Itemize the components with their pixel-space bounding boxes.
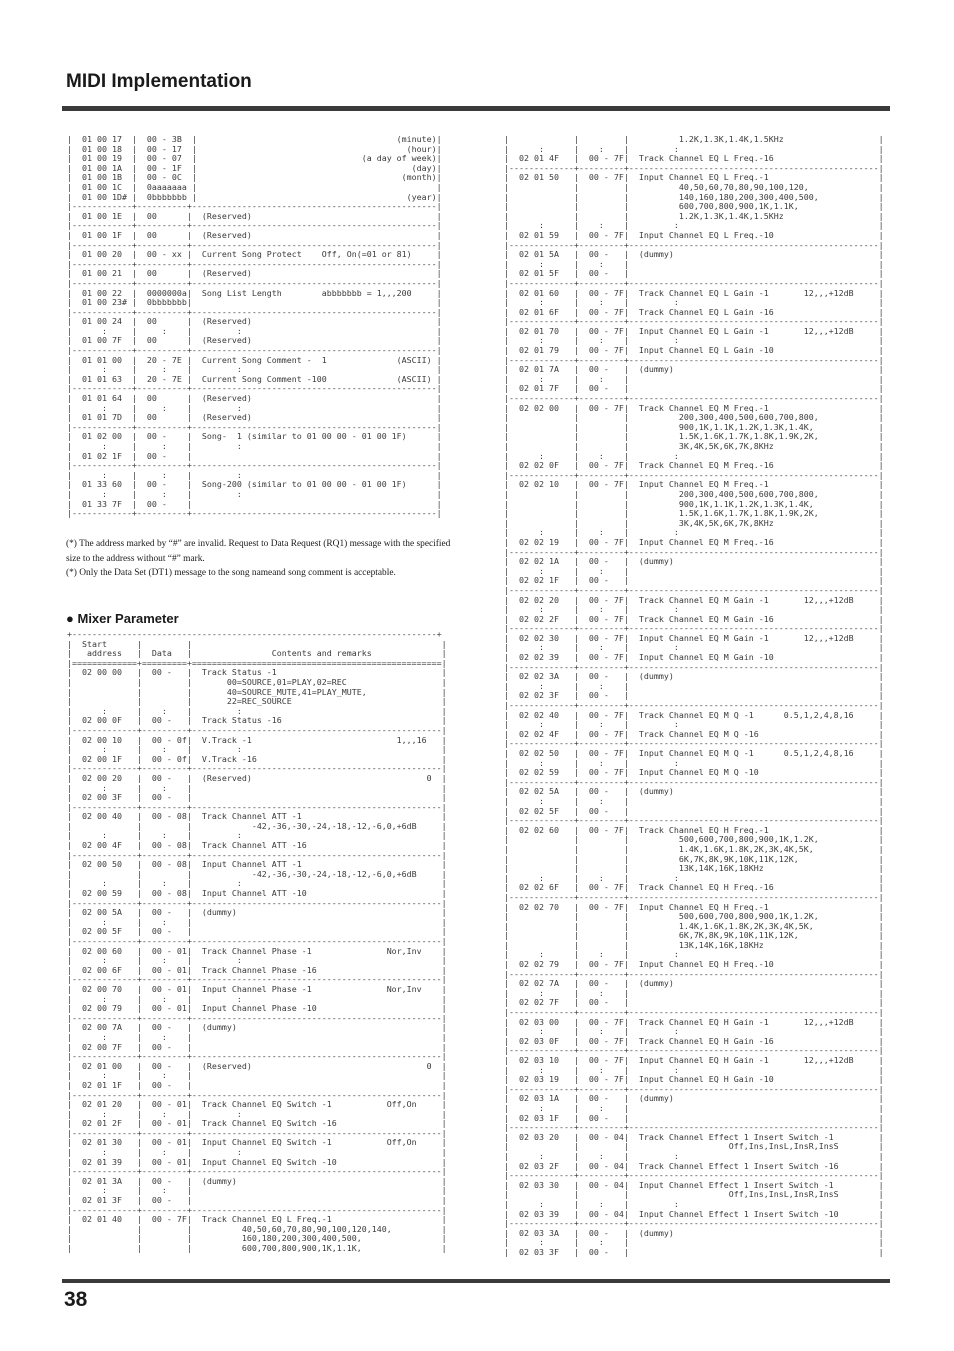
mixer-parameter-table-left: +-------------------------------------------------------------------------+ | Start | | | | address | Data | Contents and remarks | |=============+=========+==================================================| | 02 00 00 | 00 - | Track Status -1 | | | | 00=SOURCE,01=PLAY,02=REC | | | | 40=SOURCE_MUTE,41=PLAY_MUTE, | | | | 22=REC_SOURCE | | : | : | : | | 02 00 0F | 00 - | Track Status -16 | |-------------+---------+--------------------------------------------------| | 02 00 10 | 00 - 0f| V.Track -1 1,,,16 | | : | : | : | | 02 00 1F | 00 - 0f| V.Track -16 | |-------------+---------+--------------------------------------------------| | 02 00 20 | 00 - | (Reserved) 0 | | : | : | | | 02 00 3F | 00 - | | |-------------+---------+--------------------------------------------------| | 02 00 40 | 00 - 08| Track Channel ATT -1 | | | | -42,-36,-30,-24,-18,-12,-6,0,+6dB | | : | : | : | | 02 00 4F | 00 - 08| Track Channel ATT -16 | |-------------+---------+--------------------------------------------------| | 02 00 50 | 00 - 08| Input Channel ATT -1 | | | | -42,-36,-30,-24,-18,-12,-6,0,+6dB | | : | : | : | | 02 00 59 | 00 - 08| Input Channel ATT -10 | |-------------+---------+--------------------------------------------------| | 02 00 5A | 00 - | (dummy) | | : | : | | | 02 00 5F | 00 - | | |-------------+---------+--------------------------------------------------| | 02 00 60 | 00 - 01| Track Channel Phase -1 Nor,Inv | | : | : | : | | 02 00 6F | 00 - 01| Track Channel Phase -16 | |-------------+---------+--------------------------------------------------| | 02 00 70 | 00 - 01| Input Channel Phase -1 Nor,Inv | | : | : | : | | 02 00 79 | 00 - 01| Input Channel Phase -10 | |-------------+---------+--------------------------------------------------| | 02 00 7A | 00 - | (dummy) | | : | : | | | 02 00 7F | 00 - | | |-------------+---------+--------------------------------------------------| | 02 01 00 | 00 - | (Reserved) 0 | | : | : | | | 02 01 1F | 00 - | | |-------------+---------+--------------------------------------------------| | 02 01 20 | 00 - 01| Track Channel EQ Switch -1 Off,On | | : | : | : | | 02 01 2F | 00 - 01| Track Channel EQ Switch -16 | |-------------+---------+--------------------------------------------------| | 02 01 30 | 00 - 01| Input Channel EQ Switch -1 Off,On | | : | : | : | | 02 01 39 | 00 - 01| Input Channel EQ Switch -10 | |-------------+---------+--------------------------------------------------| | 02 01 3A | 00 - | (dummy) | | : | : | | | 02 01 3F | 00 - | | |-------------+---------+--------------------------------------------------| | 02 01 40 | 00 - 7F| Track Channel EQ L Freq.-1 | | | | 40,50,60,70,80,90,100,120,140, | | | | 160,180,200,300,400,500, | | | | 600,700,800,900,1K,1.1K, | (67, 629, 447, 1253)
song-parameter-table: | 01 00 17 | 00 - 3B | (minute)| | 01 00 18 | 00 - 17 | (hour)| | 01 00 19 | 00 - 07 | (a day of week)| | 01 00 1A | 00 - 1F | (day)| | 01 00 1B | 00 - 0C | (month)| | 01 00 1C | 0aaaaaaa | | | 01 00 1D# | 0bbbbbbb | (year)| |------------+----------+-------------------------------------------------| | 01 00 1E | 00 | (Reserved) | |------------+----------+-------------------------------------------------| | 01 00 1F | 00 | (Reserved) | |------------+----------+-------------------------------------------------| | 01 00 20 | 00 - xx | Current Song Protect Off, On(=01 or 81) | |------------+----------+-------------------------------------------------| | 01 00 21 | 00 | (Reserved) | |------------+----------+-------------------------------------------------| | 01 00 22 | 0000000a| Song List Length abbbbbbb = 1,,,200 | | 01 00 23# | 0bbbbbbb| | |------------+----------+-------------------------------------------------| | 01 00 24 | 00 | (Reserved) | | : | : | : | | 01 00 7F | 00 | (Reserved) | |------------+----------+-------------------------------------------------| | 01 01 00 | 20 - 7E | Current Song Comment - 1 (ASCII) | | : | : | : | | 01 01 63 | 20 - 7E | Current Song Comment -100 (ASCII) | |------------+----------+-------------------------------------------------| | 01 01 64 | 00 | (Reserved) | | : | : | : | | 01 01 7D | 00 | (Reserved) | |------------+----------+-------------------------------------------------| | 01 02 00 | 00 - | Song- 1 (similar to 01 00 00 - 01 00 1F) | | : | : | : | | 01 02 1F | 00 - | | |------------+----------+-------------------------------------------------| | : | : | : | | 01 33 60 | 00 - | Song-200 (similar to 01 00 00 - 01 00 1F) | | : | : | : | | 01 33 7F | 00 - | | |------------+----------+-------------------------------------------------| (67, 134, 442, 519)
section-title: Mixer Parameter (77, 611, 179, 626)
notes-block (66, 537, 458, 581)
bullet-icon: ● (66, 611, 74, 626)
footer-rule (62, 1279, 890, 1283)
note-address-invalid: (*) The address marked by “#” are invalid. Request to Data Request (RQ1) message with the specified size to the address without “#” mark. (66, 539, 451, 564)
page-number: 38 (64, 1288, 88, 1311)
note-dt1-only: (*) Only the Data Set (DT1) message to the song nameand song comment is acceptable. (66, 568, 396, 578)
page-title: MIDI Implementation (66, 71, 252, 92)
mixer-parameter-table-right: | | | 1.2K,1.3K,1.4K,1.5KHz | | : | : | : | | 02 01 4F | 00 - 7F| Track Channel EQ L Freq.-16 | |-------------+---------+--------------------------------------------------| | 02 01 50 | 00 - 7F| Input Channel EQ L Freq.-1 | | | | 40,50,60,70,80,90,100,120, | | | | 140,160,180,200,300,400,500, | | | | 600,700,800,900,1K,1.1K, | | | | 1.2K,1.3K,1.4K,1.5KHz | | : | : | : | | 02 01 59 | 00 - 7F| Input Channel EQ L Freq.-10 | |-------------+---------+--------------------------------------------------| | 02 01 5A | 00 - | (dummy) | | : | : | | | 02 01 5F | 00 - | | |-------------+---------+--------------------------------------------------| | 02 01 60 | 00 - 7F| Track Channel EQ L Gain -1 12,,,+12dB | | : | : | : | | 02 01 6F | 00 - 7F| Track Channel EQ L Gain -16 | |-------------+---------+--------------------------------------------------| | 02 01 70 | 00 - 7F| Input Channel EQ L Gain -1 12,,,+12dB | | : | : | : | | 02 01 79 | 00 - 7F| Input Channel EQ L Gain -10 | |-------------+---------+--------------------------------------------------| | 02 01 7A | 00 - | (dummy) | | : | : | | | 02 01 7F | 00 - | | |-------------+---------+--------------------------------------------------| | 02 02 00 | 00 - 7F| Track Channel EQ M Freq.-1 | | | | 200,300,400,500,600,700,800, | | | | 900,1K,1.1K,1.2K,1.3K,1.4K, | | | | 1.5K,1.6K,1.7K,1.8K,1.9K,2K, | | | | 3K,4K,5K,6K,7K,8KHz | | : | : | : | | 02 02 0F | 00 - 7F| Track Channel EQ M Freq.-16 | |-------------+---------+--------------------------------------------------| | 02 02 10 | 00 - 7F| Input Channel EQ M Freq.-1 | | | | 200,300,400,500,600,700,800, | | | | 900,1K,1.1K,1.2K,1.3K,1.4K, | | | | 1.5K,1.6K,1.7K,1.8K,1.9K,2K, | | | | 3K,4K,5K,6K,7K,8KHz | | : | : | : | | 02 02 19 | 00 - 7F| Input Channel EQ M Freq.-16 | |-------------+---------+--------------------------------------------------| | 02 02 1A | 00 - | (dummy) | | : | : | | | 02 02 1F | 00 - | | |-------------+---------+--------------------------------------------------| | 02 02 20 | 00 - 7F| Track Channel EQ M Gain -1 12,,,+12dB | | : | : | : | | 02 02 2F | 00 - 7F| Track Channel EQ M Gain -16 | |-------------+---------+--------------------------------------------------| | 02 02 30 | 00 - 7F| Input Channel EQ M Gain -1 12,,,+12dB | | : | : | : | | 02 02 39 | 00 - 7F| Input Channel EQ M Gain -10 | |-------------+---------+--------------------------------------------------| | 02 02 3A | 00 - | (dummy) | | : | : | | | 02 02 3F | 00 - | | |-------------+---------+--------------------------------------------------| | 02 02 40 | 00 - 7F| Track Channel EQ M Q -1 0.5,1,2,4,8,16 | | : | : | : | | 02 02 4F | 00 - 7F| Track Channel EQ M Q -16 | |-------------+---------+--------------------------------------------------| | 02 02 50 | 00 - 7F| Input Channel EQ M Q -1 0.5,1,2,4,8,16 | | : | : | : | | 02 02 59 | 00 - 7F| Input Channel EQ M Q -10 | |-------------+---------+--------------------------------------------------| | 02 02 5A | 00 - | (dummy) | | : | : | | | 02 02 5F | 00 - | | |-------------+---------+--------------------------------------------------| | 02 02 60 | 00 - 7F| Track Channel EQ H Freq.-1 | | | | 500,600,700,800,900,1K,1.2K, | | | | 1.4K,1.6K,1.8K,2K,3K,4K,5K, | | | | 6K,7K,8K,9K,10K,11K,12K, | | | | 13K,14K,16K,18KHz | | : | : | : | | 02 02 6F | 00 - 7F| Track Channel EQ H Freq.-16 | |-------------+---------+--------------------------------------------------| | 02 02 70 | 00 - 7F| Input Channel EQ H Freq.-1 | | | | 500,600,700,800,900,1K,1.2K, | | | | 1.4K,1.6K,1.8K,2K,3K,4K,5K, | | | | 6K,7K,8K,9K,10K,11K,12K, | | | | 13K,14K,16K,18KHz | | : | : | : | | 02 02 79 | 00 - 7F| Input Channel EQ H Freq.-10 | |-------------+---------+--------------------------------------------------| | 02 02 7A | 00 - | (dummy) | | : | : | | | 02 02 7F | 00 - | | |-------------+---------+--------------------------------------------------| | 02 03 00 | 00 - 7F| Track Channel EQ H Gain -1 12,,,+12dB | | : | : | : | | 02 03 0F | 00 - 7F| Track Channel EQ H Gain -16 | |-------------+---------+--------------------------------------------------| | 02 03 10 | 00 - 7F| Input Channel EQ H Gain -1 12,,,+12dB | | : | : | : | | 02 03 19 | 00 - 7F| Input Channel EQ H Gain -10 | |-------------+---------+--------------------------------------------------| | 02 03 1A | 00 - | (dummy) | | : | : | | | 02 03 1F | 00 - | | |-------------+---------+--------------------------------------------------| | 02 03 20 | 00 - 04| Track Channel Effect 1 Insert Switch -1 | | | | Off,Ins,InsL,InsR,InsS | | : | : | : | | 02 03 2F | 00 - 04| Track Channel Effect 1 Insert Switch -16 | |-------------+---------+--------------------------------------------------| | 02 03 30 | 00 - 04| Input Channel Effect 1 Insert Switch -1 | | | | Off,Ins,InsL,InsR,InsS | | : | : | : | | 02 03 39 | 00 - 04| Input Channel Effect 1 Insert Switch -10 | |-------------+---------+--------------------------------------------------| | 02 03 3A | 00 - | (dummy) | | : | : | | | 02 03 3F | 00 - | | (504, 134, 884, 1257)
header-rule (62, 106, 890, 111)
section-heading-mixer (66, 611, 179, 626)
